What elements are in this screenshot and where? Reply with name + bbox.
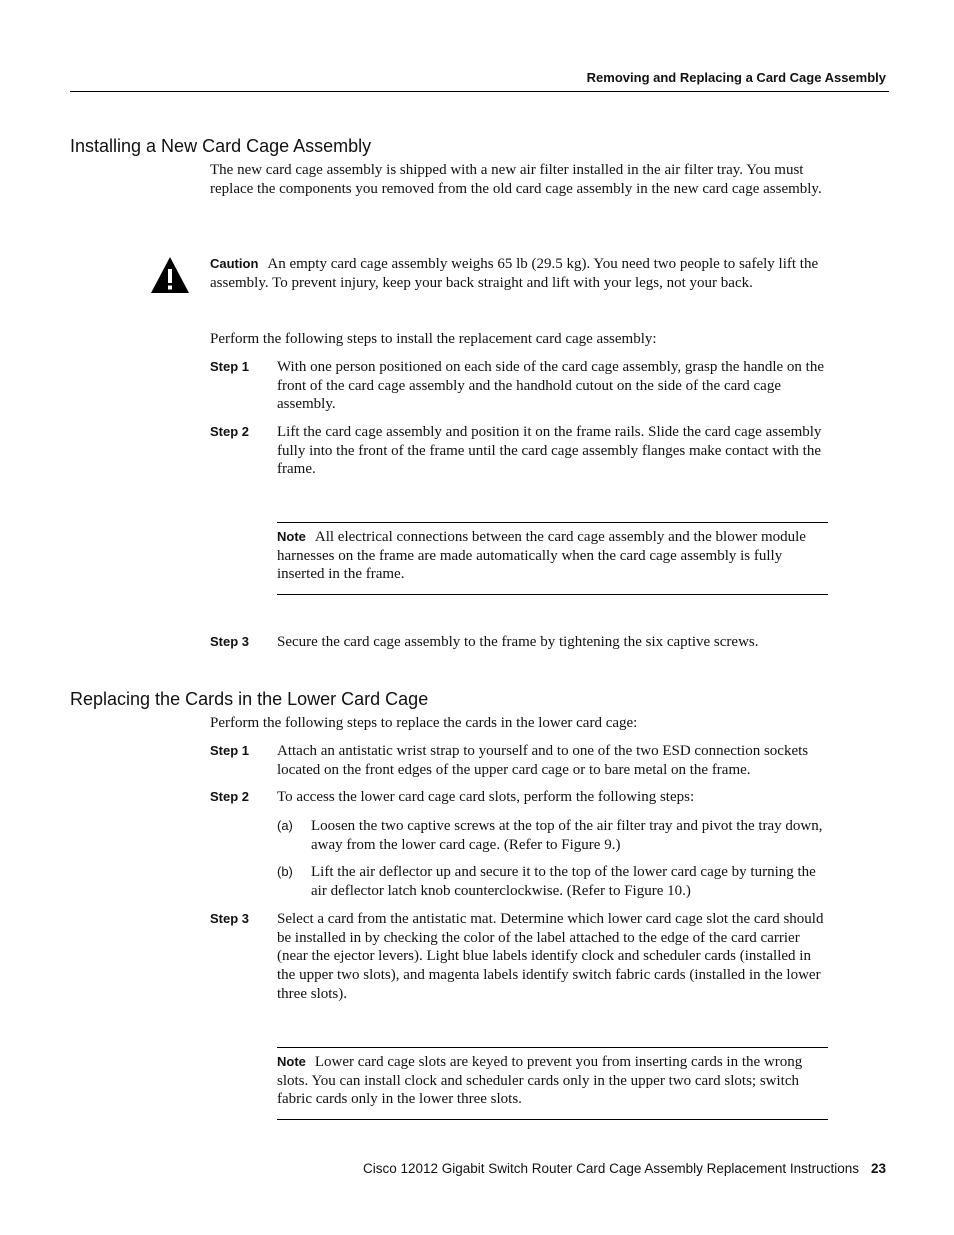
note-text: All electrical connections between the card cage assembly and the blower module harnesses on the frame are made automatically when the card cage assembly is fully inserted in the frame. <box>277 529 806 583</box>
running-header <box>70 70 886 85</box>
note-text: Lower card cage slots are keyed to prevent you from inserting cards in the wrong slots. You can install clock and scheduler cards only in the upper two card slots; switch fabric cards only in the lower three slots. <box>277 1054 803 1108</box>
section-heading-installing: Installing a New Card Cage Assembly <box>70 136 372 156</box>
caution-block <box>210 255 830 292</box>
substep-label: (a) <box>277 818 293 833</box>
step-label: Step 3 <box>210 911 250 926</box>
note-box <box>277 1047 828 1120</box>
intro-paragraph: The new card cage assembly is shipped with a new air filter installed in the air filter tray. You must replace the components you removed from the old card cage assembly in the new card cage assembly. <box>210 162 822 197</box>
step-text: To access the lower card cage card slots, perform the following steps: <box>277 789 695 805</box>
step-text: Lift the card cage assembly and position it on the frame rails. Slide the card cage assembly fully into the front of the frame until the card cage assembly flanges make contact with the frame. <box>277 424 822 478</box>
substep-text: Loosen the two captive screws at the top of the air filter tray and pivot the tray down, away from the lower card cage. (Refer to Figure 9.) <box>311 818 823 853</box>
step-label: Step 1 <box>210 743 250 758</box>
note-label: Note <box>277 529 306 544</box>
page-number: 23 <box>870 1161 886 1176</box>
step-label: Step 3 <box>210 634 250 649</box>
step-text: Secure the card cage assembly to the frame by tightening the six captive screws. <box>277 634 759 650</box>
section-heading-replacing: Replacing the Cards in the Lower Card Cage <box>70 689 429 709</box>
caution-icon <box>150 256 190 294</box>
substep-label: (b) <box>277 864 293 879</box>
page-footer <box>70 1161 886 1176</box>
step-label: Step 2 <box>210 424 250 439</box>
lead-paragraph-replace: Perform the following steps to replace the cards in the lower card cage: <box>210 715 638 731</box>
step-label: Step 1 <box>210 359 250 374</box>
header-rule <box>70 91 889 92</box>
caution-text: An empty card cage assembly weighs 65 lb (29.5 kg). You need two people to safely lift the assembly. To prevent injury, keep your back straight and lift with your legs, not your back. <box>210 256 819 291</box>
caution-label: Caution <box>210 256 259 271</box>
step-text: Select a card from the antistatic mat. Determine which lower card cage slot the card should be installed in by checking the color of the label attached to the edge of the card carrier (near the ejector levers). Light blue labels identify clock and scheduler cards (installed in the upper two slots), and magenta labels identify switch fabric cards (installed in the lower three slots). <box>277 911 824 1002</box>
step-text: Attach an antistatic wrist strap to yourself and to one of the two ESD connection sockets located on the front edges of the upper card cage or to bare metal on the frame. <box>277 743 809 778</box>
note-box <box>277 522 828 595</box>
note-text-block <box>277 528 828 584</box>
running-header-title: Removing and Replacing a Card Cage Assembly <box>586 70 886 85</box>
step-text: With one person positioned on each side of the card cage assembly, grasp the handle on the front of the card cage assembly and the handhold cutout on the side of the card cage assembly. <box>277 359 825 413</box>
note-text-block <box>277 1053 828 1109</box>
substep-text: Lift the air deflector up and secure it to the top of the lower card cage by turning the air deflector latch knob counterclockwise. (Refer to Figure 10.) <box>311 864 816 899</box>
note-label: Note <box>277 1054 306 1069</box>
lead-paragraph-install: Perform the following steps to install the replacement card cage assembly: <box>210 331 657 347</box>
step-label: Step 2 <box>210 789 250 804</box>
footer-title: Cisco 12012 Gigabit Switch Router Card Cage Assembly Replacement Instructions <box>362 1161 859 1176</box>
